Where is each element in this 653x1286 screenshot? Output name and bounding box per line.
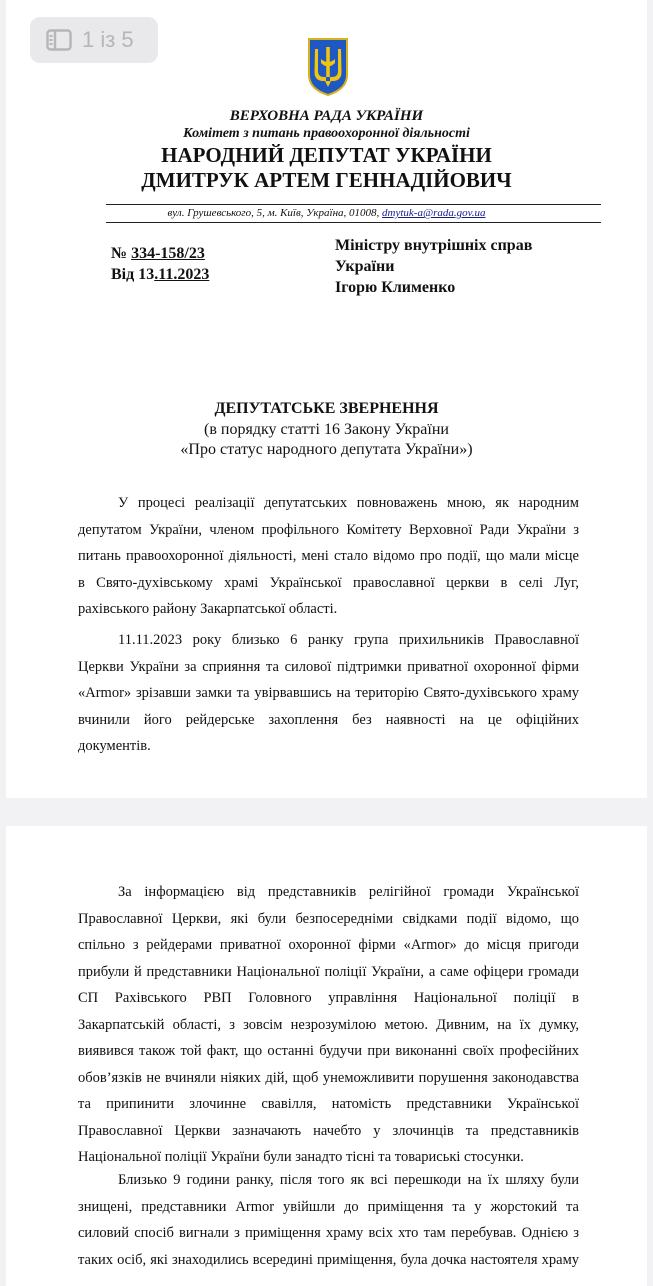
email-link[interactable]: dmytuk-a@rada.gov.ua	[382, 207, 486, 219]
sidebar-icon	[46, 29, 72, 51]
appeal-title: ДЕПУТАТСЬКЕ ЗВЕРНЕННЯ	[214, 400, 439, 417]
text-line: силовий спосіб вигнали з приміщення храму всіх хто там перебував. Однією з	[78, 1225, 579, 1241]
text-line: 11.11.2023 року близько 6 ранку група прихильників Православної	[118, 632, 579, 648]
text-line: питань правоохоронної діяльності, мені стало відомо про події, що мали місце	[78, 548, 579, 564]
registration-number	[111, 245, 205, 263]
registration-date-prefix: Від 13	[111, 266, 155, 283]
letterhead-rule-bottom	[106, 222, 601, 223]
page-counter-text: 1 із 5	[82, 27, 134, 52]
recipient-line: Міністру внутрішніх справ	[335, 237, 533, 254]
text-line: Православної Церкви, які були безпосередніми свідками події відомо, що	[78, 910, 579, 927]
text-line: таких осіб, які знаходились всередині приміщення, була дочка настоятеля храму	[78, 1251, 579, 1268]
appeal-subtitle-2: «Про статус народного депутата України»)	[180, 441, 473, 458]
recipient-line: України	[335, 258, 395, 275]
registration-date	[111, 266, 209, 284]
text-line: Православної Церкви зазначають начебто у злочинців та представників	[78, 1122, 579, 1139]
registration-number-prefix: №	[111, 245, 132, 262]
paragraph	[78, 490, 579, 623]
text-line: Церкви України за сприяння та силової підтримки приватної охоронної фірми	[78, 658, 579, 675]
page-counter-badge[interactable]	[30, 17, 158, 63]
text-line: виявився також той факт, що останні будучи при виконанні своїх професійних	[78, 1043, 579, 1059]
address-line	[6, 207, 647, 219]
coat-of-arms-trident-icon	[307, 37, 349, 97]
text-line: депутатом України, членом профільного Комітету Верховної Ради України з	[78, 521, 579, 538]
recipient-line: Ігорю Клименко	[335, 279, 456, 296]
text-line: Близько 9 години ранку, після того як всі перешкоди на їх шляху були	[118, 1172, 579, 1188]
registration-date-value: .11.2023	[154, 266, 210, 283]
paragraph	[78, 879, 579, 1171]
text-line: За інформацією від представників релігійної громади Української	[118, 884, 579, 900]
text-line: «Armor» зрізавши замки та увірвавшись на територію Свято-духівського храму	[78, 685, 579, 701]
text-line: знищені, представники Armor увійшли до приміщення та у жорстокий та	[78, 1198, 579, 1215]
text-line: Закарпатській області, з зовсім незрозумілою метою. Дивним, на їх думку,	[78, 1016, 579, 1033]
registration-number-value: 334-158/23	[131, 245, 205, 262]
document-page-1[interactable]	[6, 0, 647, 798]
appeal-subtitle-1: (в порядку статті 16 Закону України	[204, 421, 449, 438]
text-line: СП Рахівського РВП Головного управління Національної поліції в	[78, 990, 579, 1006]
recipient-block	[335, 235, 532, 298]
address-text: вул. Грушевського, 5, м. Київ, Україна, 01008,	[167, 207, 383, 219]
text-line: та припинити злочинне свавілля, натомість представники Української	[78, 1096, 579, 1112]
deputy-name: ДМИТРУК АРТЕМ ГЕННАДІЙОВИЧ	[141, 168, 512, 192]
text-line: в Свято-духівському храмі Української православної церкви в селі Луг,	[78, 574, 579, 591]
text-line: обов’язків не вчиняли ніяких дій, щоб унеможливити порушення законодавства	[78, 1069, 579, 1086]
paragraph	[78, 1167, 579, 1273]
text-line: рахівського району Закарпатської області.	[78, 601, 338, 617]
text-line: вчинили його рейдерське захоплення без наявності на це офіційних	[78, 711, 579, 728]
text-line: прибули й представники Національної поліції України, а саме офіцери громади	[78, 963, 579, 980]
paragraph	[78, 627, 579, 760]
text-line: спільно з рейдерами приватної охоронної фірми «Armor» до місця пригоди	[78, 937, 579, 953]
letterhead-rule-top	[106, 204, 601, 205]
text-line: У процесі реалізації депутатських повноважень мною, як народним	[118, 495, 579, 511]
text-line: документів.	[78, 738, 151, 754]
text-line: Національної поліції України були занадто тісні та товариські стосунки.	[78, 1149, 524, 1165]
parliament-name: ВЕРХОВНА РАДА УКРАЇНИ	[229, 108, 424, 124]
deputy-title: НАРОДНИЙ ДЕПУТАТ УКРАЇНИ	[161, 143, 492, 167]
document-page-2[interactable]	[6, 826, 647, 1286]
committee-name: Комітет з питань правоохоронної діяльності	[183, 126, 470, 141]
